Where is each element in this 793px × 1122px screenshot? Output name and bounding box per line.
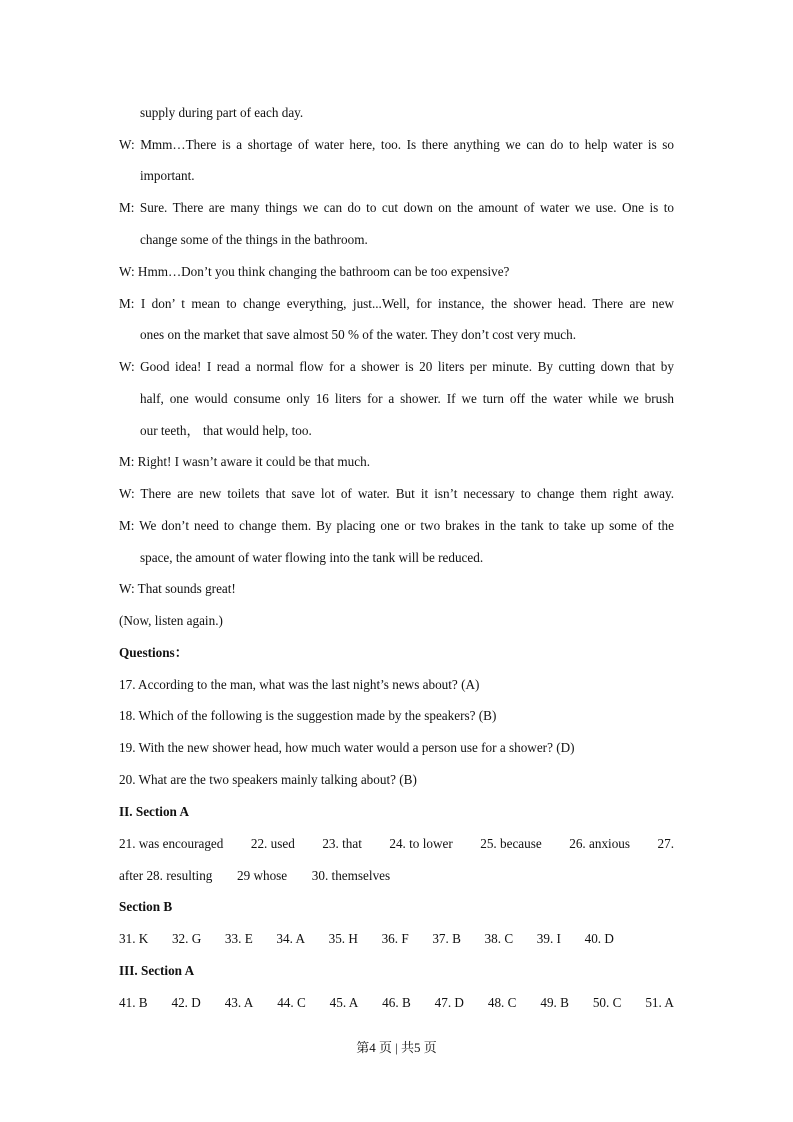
dialogue-line: M: I don’ t mean to change everything, just...Well, for instance, the shower head. There are new: [119, 296, 674, 311]
answer-item: 51. A: [645, 995, 674, 1010]
dialogue-line: M: We don’t need to change them. By placing one or two brakes in the tank to take up some of the: [119, 518, 674, 533]
dialogue-line: supply during part of each day.: [140, 105, 304, 120]
answer-row: [119, 994, 674, 1012]
answer-item: 31. K: [119, 931, 149, 946]
dialogue-line: W: There are new toilets that save lot of water. But it isn’t necessary to change them right away.: [119, 486, 674, 501]
question-item: 18. Which of the following is the suggestion made by the speakers? (B): [119, 708, 497, 723]
answer-item: 25. because: [480, 836, 542, 851]
dialogue-line: W: Good idea! I read a normal flow for a shower is 20 liters per minute. By cutting down that by: [119, 359, 674, 374]
answer-item: 32. G: [171, 931, 202, 946]
dialogue-line: half, one would consume only 16 liters for a shower. If we turn off the water while we brush: [140, 391, 674, 406]
answer-item: 49. B: [540, 995, 569, 1010]
answer-item: 43. A: [224, 995, 254, 1010]
answer-item: 50. C: [592, 995, 622, 1010]
answer-item: 26. anxious: [569, 836, 631, 851]
answer-item: 42. D: [171, 995, 201, 1010]
answer-item: 48. C: [487, 995, 517, 1010]
answer-item: 40. D: [584, 931, 614, 946]
section-heading: II. Section A: [119, 804, 189, 819]
dialogue-line: M: Right! I wasn’t aware it could be that much.: [119, 454, 370, 469]
answer-item: 47. D: [434, 995, 464, 1010]
answer-item: 44. C: [277, 995, 306, 1010]
answer-item: 24. to lower: [389, 836, 453, 851]
answer-row: [119, 835, 674, 853]
section-heading: Section B: [119, 899, 173, 914]
answer-item: 34. A: [276, 931, 305, 946]
answer-item: 22. used: [250, 836, 295, 851]
answer-item: 21. was encouraged: [119, 836, 224, 851]
dialogue-line: ones on the market that save almost 50 % of the water. They don’t cost very much.: [140, 327, 577, 342]
dialogue-line: M: Sure. There are many things we can do to cut down on the amount of water we use. One is to: [119, 200, 674, 215]
question-item: 20. What are the two speakers mainly talking about? (B): [119, 772, 417, 787]
dialogue-line: our teeth， that would help, too.: [140, 423, 312, 438]
question-item: 17. According to the man, what was the last night’s news about? (A): [119, 677, 480, 692]
answer-item: 29 whose: [236, 868, 288, 883]
answer-item: 39. I: [536, 931, 561, 946]
answer-item: after 28. resulting: [119, 868, 213, 883]
answer-item: 38. C: [484, 931, 514, 946]
page-footer: 第4 页 | 共5 页: [356, 1040, 437, 1055]
answer-row: [119, 867, 674, 885]
answer-item: 30. themselves: [311, 868, 391, 883]
answer-item: 45. A: [329, 995, 359, 1010]
answer-row: [119, 930, 614, 948]
answer-item: 35. H: [328, 931, 358, 946]
section-heading: III. Section A: [119, 963, 195, 978]
dialogue-line: important.: [140, 168, 195, 183]
answer-item: 36. F: [381, 931, 409, 946]
dialogue-line: W: Hmm…Don’t you think changing the bathroom can be too expensive?: [119, 264, 510, 279]
answer-item: 41. B: [119, 995, 148, 1010]
questions-heading: Questions：: [119, 645, 188, 660]
question-item: 19. With the new shower head, how much water would a person use for a shower? (D): [119, 740, 575, 755]
answer-item: 23. that: [322, 836, 362, 851]
dialogue-line: W: Mmm…There is a shortage of water here, too. Is there anything we can do to help water is so: [119, 137, 674, 152]
answer-item: 46. B: [382, 995, 411, 1010]
answer-item: 33. E: [224, 931, 253, 946]
answer-item: 27.: [657, 836, 674, 851]
dialogue-line: W: That sounds great!: [119, 581, 236, 596]
dialogue-line: space, the amount of water flowing into the tank will be reduced.: [140, 550, 484, 565]
dialogue-line: (Now, listen again.): [119, 613, 223, 628]
answer-item: 37. B: [432, 931, 461, 946]
dialogue-line: change some of the things in the bathroom.: [140, 232, 368, 247]
